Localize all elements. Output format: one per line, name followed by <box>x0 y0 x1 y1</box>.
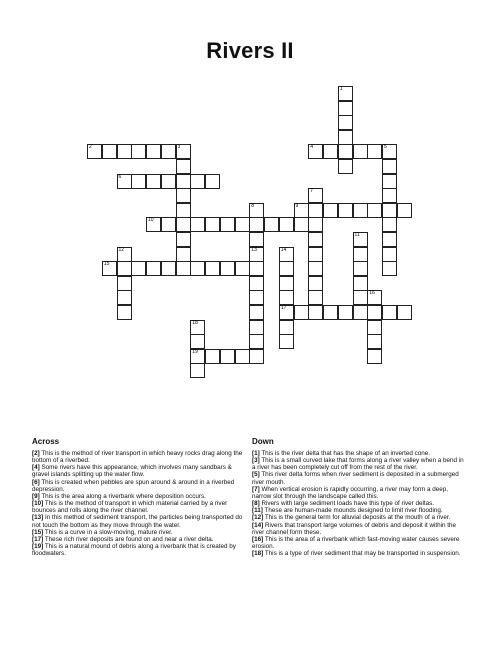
grid-cell[interactable] <box>146 174 161 189</box>
grid-cell[interactable] <box>353 261 368 276</box>
grid-cell[interactable] <box>308 247 323 262</box>
grid-cell[interactable] <box>367 320 382 335</box>
clue-text: This is the area of a riverbank which fast-moving water causes severe erosion. <box>252 535 460 551</box>
grid-cell[interactable] <box>102 261 117 276</box>
grid-cell[interactable] <box>382 232 397 247</box>
across-clue <box>32 536 245 543</box>
grid-cell[interactable] <box>249 349 264 364</box>
clue-label: [19] <box>32 543 44 551</box>
clue-text: This is the general term for alluvial deposits at the mouth of a river. <box>263 514 451 522</box>
grid-cell[interactable] <box>338 203 353 218</box>
across-clue <box>32 464 245 478</box>
clue-text: Some rivers have this appearance, which involves many sandbars & gravel islands splitting up the water flow. <box>32 464 232 479</box>
grid-cell[interactable] <box>235 349 250 364</box>
grid-cell[interactable] <box>338 305 353 320</box>
grid-cell[interactable] <box>279 290 294 305</box>
grid-cell[interactable] <box>249 305 264 320</box>
across-clue-list <box>32 450 245 557</box>
grid-cell[interactable] <box>190 334 205 349</box>
grid-cell[interactable] <box>176 188 191 203</box>
clue-text: When vertical erosion is rapidly occurring, a river may form a deep, narrow slot through the landscape called this. <box>252 485 448 500</box>
grid-cell[interactable] <box>205 174 220 189</box>
grid-cell[interactable] <box>308 232 323 247</box>
clue-number: 11 <box>354 232 360 238</box>
grid-cell[interactable] <box>235 217 250 232</box>
grid-cell[interactable] <box>382 305 397 320</box>
down-heading: Down <box>252 437 274 446</box>
clue-label: [14] <box>252 521 264 529</box>
clue-number: 19 <box>192 348 198 355</box>
clue-number: 4 <box>310 144 314 151</box>
clue-number: 5 <box>384 144 387 151</box>
clue-number: 3 <box>177 144 181 151</box>
grid-cell[interactable] <box>176 159 191 174</box>
grid-cell[interactable] <box>382 247 397 262</box>
grid-cell[interactable] <box>367 290 382 305</box>
clue-label: [2] <box>32 450 40 457</box>
grid-cell[interactable] <box>161 261 176 276</box>
down-clue <box>252 500 468 507</box>
grid-cell[interactable] <box>382 188 397 203</box>
clue-text: This is the river delta that has the shape of an inverted cone. <box>259 450 431 457</box>
clue-text: This is the method of river transport in which heavy rocks drag along the bottom of a riverbed. <box>32 450 243 465</box>
across-clue <box>32 450 245 464</box>
grid-cell[interactable] <box>176 174 191 189</box>
grid-cell[interactable] <box>117 305 132 320</box>
grid-cell[interactable] <box>220 217 235 232</box>
grid-cell[interactable] <box>308 217 323 232</box>
grid-cell[interactable] <box>353 232 368 247</box>
puzzle-title: Rivers II <box>206 38 294 63</box>
grid-cell[interactable] <box>176 232 191 247</box>
grid-cell[interactable] <box>382 217 397 232</box>
grid-cell[interactable] <box>220 349 235 364</box>
down-clue <box>252 471 468 485</box>
grid-cell[interactable] <box>353 276 368 291</box>
grid-cell[interactable] <box>205 349 220 364</box>
clue-text: In this method of sediment transport, the particles being transported do not touch the bottom as they move through the water. <box>32 514 243 529</box>
grid-cell[interactable] <box>367 144 382 159</box>
grid-cell[interactable] <box>279 305 294 320</box>
grid-cell[interactable] <box>190 363 205 378</box>
grid-cell[interactable] <box>367 305 382 320</box>
grid-cell[interactable] <box>279 320 294 335</box>
clue-number: 2 <box>89 144 92 151</box>
clue-label: [11] <box>252 507 263 515</box>
grid-cell[interactable] <box>146 217 161 232</box>
grid-cell[interactable] <box>323 144 338 159</box>
grid-cell[interactable] <box>249 334 264 349</box>
grid-cell[interactable] <box>382 174 397 189</box>
clue-label: [12] <box>252 514 264 522</box>
grid-cell[interactable] <box>367 203 382 218</box>
grid-cell[interactable] <box>102 144 117 159</box>
down-clue-list <box>252 450 468 557</box>
clue-label: [6] <box>32 478 40 486</box>
down-clue <box>252 522 468 536</box>
clue-number: 1 <box>339 86 343 92</box>
grid-cell[interactable] <box>146 144 161 159</box>
clue-number: 18 <box>192 319 198 326</box>
clue-label: [13] <box>32 514 44 522</box>
clue-number: 10 <box>148 217 154 224</box>
grid-cell[interactable] <box>190 174 205 189</box>
grid-cell[interactable] <box>176 247 191 262</box>
clue-number: 6 <box>118 173 122 180</box>
grid-cell[interactable] <box>117 144 132 159</box>
grid-cell[interactable] <box>308 261 323 276</box>
clue-text: These are human-made mounds designed to limit river flooding. <box>262 507 443 515</box>
grid-cell[interactable] <box>249 247 264 262</box>
grid-cell[interactable] <box>294 203 309 218</box>
grid-cell[interactable] <box>190 349 205 364</box>
grid-cell[interactable] <box>397 305 412 320</box>
grid-cell[interactable] <box>249 320 264 335</box>
grid-cell[interactable] <box>117 174 132 189</box>
grid-cell[interactable] <box>279 334 294 349</box>
grid-cell[interactable] <box>338 144 353 159</box>
clue-label: [9] <box>32 492 40 500</box>
grid-cell[interactable] <box>235 261 250 276</box>
clue-number: 16 <box>369 290 375 297</box>
down-clue <box>252 536 468 550</box>
grid-cell[interactable] <box>146 261 161 276</box>
grid-cell[interactable] <box>249 203 264 218</box>
grid-cell[interactable] <box>117 247 132 262</box>
clue-label: [15] <box>32 528 44 536</box>
clue-number: 15 <box>103 261 110 268</box>
grid-cell[interactable] <box>338 86 353 101</box>
clue-number: 14 <box>280 246 287 253</box>
clue-text: These rich river deposits are found on and near a river delta. <box>43 535 214 543</box>
grid-cell[interactable] <box>367 349 382 364</box>
grid-cell[interactable] <box>308 276 323 291</box>
grid-cell[interactable] <box>87 144 102 159</box>
clue-text: Rivers with large sediment loads have this type of river deltas. <box>259 500 434 508</box>
grid-cell[interactable] <box>308 203 323 218</box>
clue-text: This is the area along a riverbank where deposition occurs. <box>39 492 206 500</box>
across-clue <box>32 493 245 500</box>
grid-cell[interactable] <box>205 217 220 232</box>
grid-cell[interactable] <box>338 101 353 116</box>
down-clue <box>252 457 468 471</box>
across-clue <box>32 479 245 493</box>
clue-number: 7 <box>310 188 314 195</box>
grid-cell[interactable] <box>279 261 294 276</box>
across-clue <box>32 529 245 536</box>
clue-number: 13 <box>251 246 257 253</box>
clue-text: Rivers that transport large volumes of debris and deposit it within the river channel form these. <box>252 521 457 536</box>
clue-label: [8] <box>252 500 260 508</box>
grid-cell[interactable] <box>176 217 191 232</box>
across-clues <box>32 437 245 557</box>
grid-cell[interactable] <box>382 159 397 174</box>
clue-text: This is a type of river sediment that may be transported in suspension. <box>263 550 461 558</box>
clue-text: This is a curve in a slow-moving, mature river. <box>43 528 173 536</box>
clue-text: This is created when pebbles are spun around & around in a riverbed depression. <box>32 478 235 493</box>
clue-number: 9 <box>295 202 299 209</box>
clue-label: [3] <box>252 457 260 465</box>
down-clue <box>252 550 468 557</box>
grid-cell[interactable] <box>117 290 132 305</box>
across-clue <box>32 543 245 557</box>
grid-cell[interactable] <box>308 188 323 203</box>
clue-text: This is a small curved lake that forms along a river valley when a bend in a river has been completely cut off from the rest of the river. <box>252 457 464 472</box>
grid-cell[interactable] <box>279 276 294 291</box>
across-clue <box>32 500 245 514</box>
clue-label: [1] <box>252 450 260 457</box>
grid-cell[interactable] <box>308 144 323 159</box>
clue-label: [17] <box>32 535 44 543</box>
clue-text: This river delta forms when river sediment is deposited in a submerged river mouth. <box>252 471 459 486</box>
clue-number: 12 <box>118 246 125 253</box>
grid-cell[interactable] <box>353 290 368 305</box>
grid-cell[interactable] <box>353 305 368 320</box>
down-clue <box>252 486 468 500</box>
grid-cell[interactable] <box>308 290 323 305</box>
grid-cell[interactable] <box>382 144 397 159</box>
clue-text: This is the method of transport in which material carried by a river bounces and rolls along the river channel. <box>32 500 228 515</box>
grid-cell[interactable] <box>397 203 412 218</box>
grid-cell[interactable] <box>161 174 176 189</box>
grid-cell[interactable] <box>294 305 309 320</box>
grid-cell[interactable] <box>117 276 132 291</box>
grid-cell[interactable] <box>176 203 191 218</box>
grid-cell[interactable] <box>176 261 191 276</box>
grid-cell[interactable] <box>338 159 353 174</box>
clue-label: [16] <box>252 535 264 543</box>
down-clue <box>252 450 468 457</box>
grid-cell[interactable] <box>205 261 220 276</box>
clue-text: This is a natural mound of debris along a riverbank that is created by floodwaters. <box>32 543 236 558</box>
grid-cell[interactable] <box>294 217 309 232</box>
down-clue <box>252 514 468 521</box>
clue-label: [7] <box>252 485 260 493</box>
clue-label: [18] <box>252 550 264 558</box>
grid-cell[interactable] <box>249 217 264 232</box>
grid-cell[interactable] <box>279 247 294 262</box>
grid-cell[interactable] <box>117 261 132 276</box>
grid-cell[interactable] <box>338 130 353 145</box>
grid-cell[interactable] <box>308 305 323 320</box>
grid-cell[interactable] <box>190 217 205 232</box>
grid-cell[interactable] <box>249 290 264 305</box>
across-heading: Across <box>32 437 60 446</box>
grid-cell[interactable] <box>338 115 353 130</box>
clue-number: 17 <box>280 305 287 311</box>
across-clue <box>32 514 245 528</box>
grid-cell[interactable] <box>176 144 191 159</box>
grid-cell[interactable] <box>382 261 397 276</box>
grid-cell[interactable] <box>323 305 338 320</box>
down-clue <box>252 507 468 514</box>
grid-cell[interactable] <box>353 247 368 262</box>
grid-cell[interactable] <box>249 261 264 276</box>
clue-label: [10] <box>32 500 44 508</box>
grid-cell[interactable] <box>353 203 368 218</box>
clue-number: 8 <box>251 202 255 209</box>
grid-cell[interactable] <box>131 174 146 189</box>
grid-cell[interactable] <box>161 144 176 159</box>
grid-cell[interactable] <box>190 320 205 335</box>
grid-cell[interactable] <box>249 232 264 247</box>
down-clues <box>252 437 468 557</box>
grid-cell[interactable] <box>323 203 338 218</box>
grid-cell[interactable] <box>367 334 382 349</box>
grid-cell[interactable] <box>382 203 397 218</box>
grid-cell[interactable] <box>220 261 235 276</box>
grid-cell[interactable] <box>279 217 294 232</box>
grid-cell[interactable] <box>264 217 279 232</box>
grid-cell[interactable] <box>131 261 146 276</box>
clue-label: [5] <box>252 471 260 479</box>
grid-cell[interactable] <box>161 217 176 232</box>
grid-cell[interactable] <box>190 261 205 276</box>
clue-label: [4] <box>32 464 40 472</box>
grid-cell[interactable] <box>249 276 264 291</box>
grid-cell[interactable] <box>353 144 368 159</box>
grid-cell[interactable] <box>131 144 146 159</box>
